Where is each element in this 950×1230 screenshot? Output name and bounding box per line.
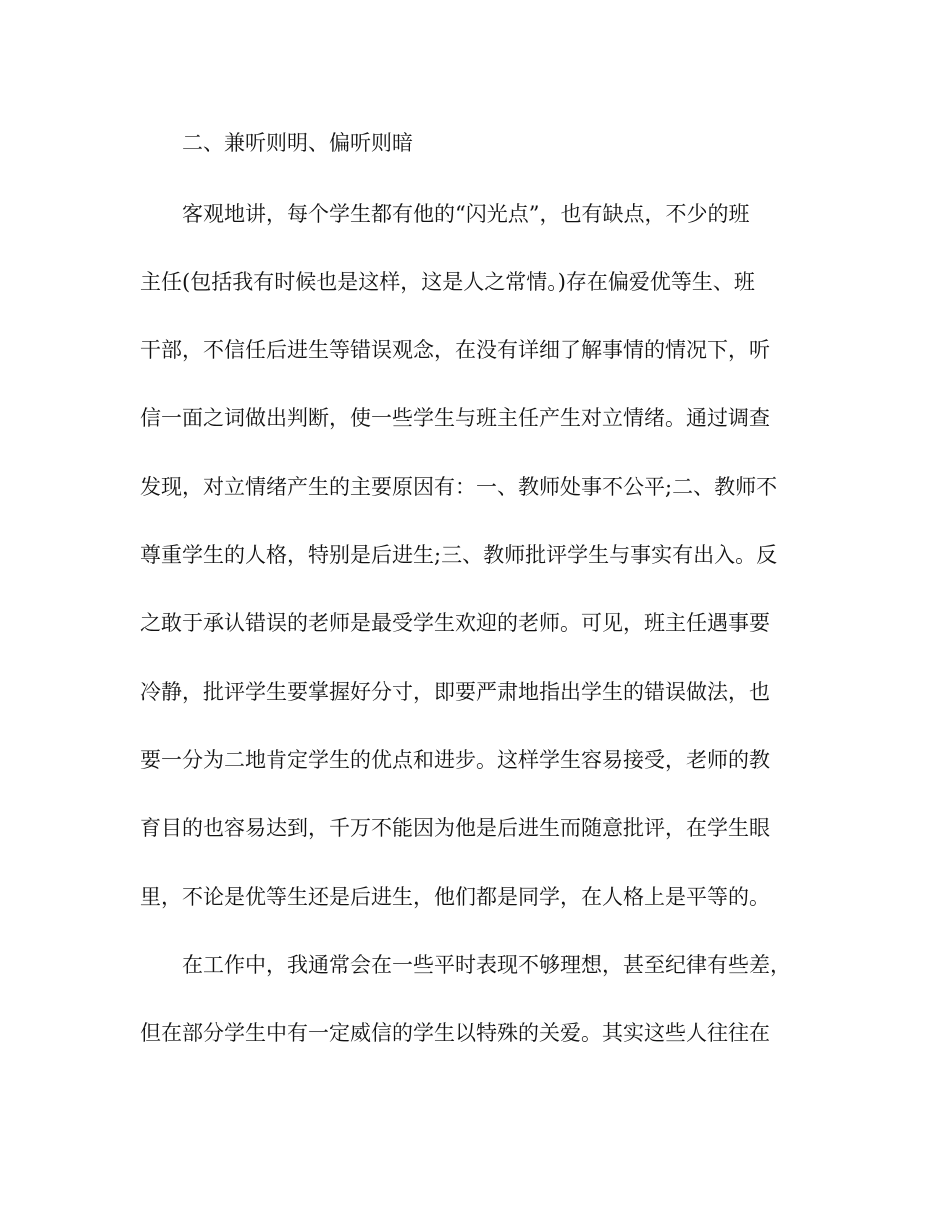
section-heading: 二、兼听则明、偏听则暗 (182, 131, 413, 155)
paragraph-line: 之敢于承认错误的老师是最受学生欢迎的老师。可见，班主任遇事要 (140, 611, 770, 635)
paragraph-line: 发现，对立情绪产生的主要原因有：一、教师处事不公平;二、教师不 (140, 475, 778, 499)
paragraph-line: 尊重学生的人格，特别是后进生;三、教师批评学生与事实有出入。反 (140, 543, 778, 567)
paragraph-line: 信一面之词做出判断，使一些学生与班主任产生对立情绪。通过调查 (140, 406, 770, 430)
paragraph-line: 但在部分学生中有一定威信的学生以特殊的关爱。其实这些人往往在 (140, 1021, 770, 1045)
paragraph-line: 里，不论是优等生还是后进生，他们都是同学，在人格上是平等的。 (140, 885, 770, 909)
paragraph-line: 在工作中，我通常会在一些平时表现不够理想，甚至纪律有些差， (182, 953, 791, 977)
paragraph-line: 要一分为二地肯定学生的优点和进步。这样学生容易接受，老师的教 (140, 748, 770, 772)
paragraph-line: 干部，不信任后进生等错误观念，在没有详细了解事情的情况下，听 (140, 338, 770, 362)
paragraph-line: 育目的也容易达到，千万不能因为他是后进生而随意批评，在学生眼 (140, 816, 770, 840)
paragraph-line: 主任(包括我有时候也是这样，这是人之常情。)存在偏爱优等生、班 (140, 270, 755, 294)
paragraph-line: 客观地讲，每个学生都有他的“闪光点”，也有缺点，不少的班 (182, 202, 750, 226)
paragraph-line: 冷静，批评学生要掌握好分寸，即要严肃地指出学生的错误做法，也 (140, 680, 770, 704)
